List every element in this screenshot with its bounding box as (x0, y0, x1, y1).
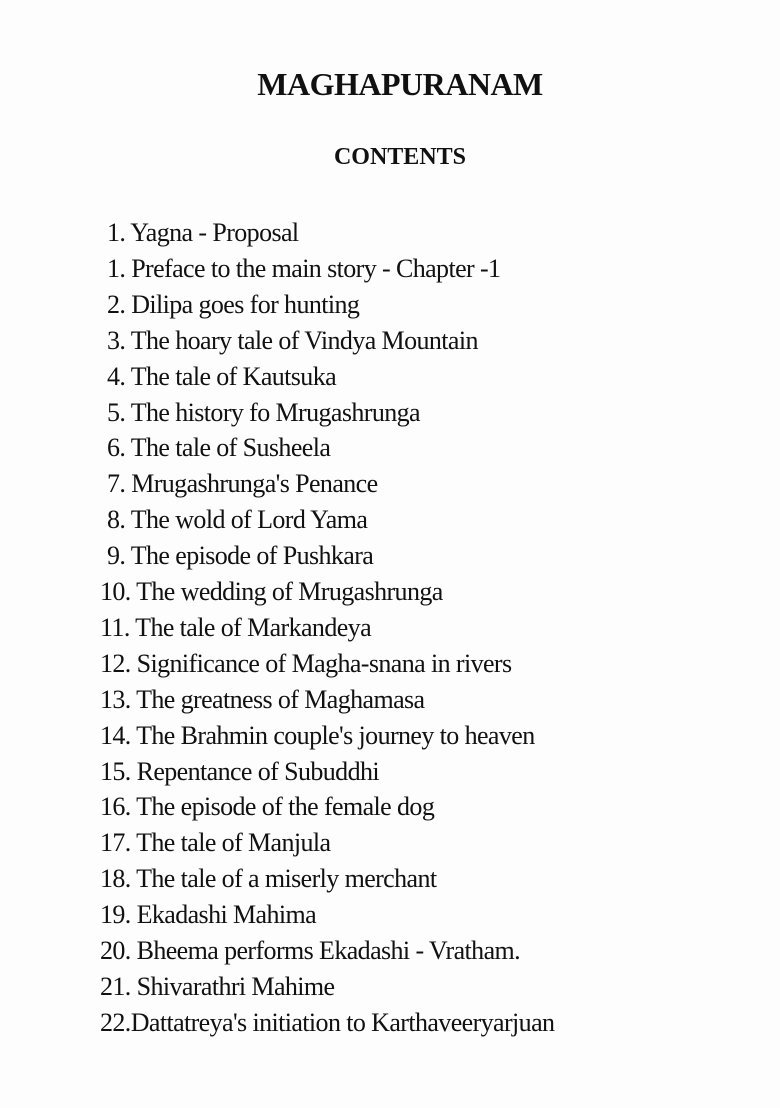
toc-entry: 18. The tale of a miserly merchant (100, 864, 437, 894)
toc-entry: 6. The tale of Susheela (107, 433, 331, 463)
toc-entry: 1. Preface to the main story - Chapter -1 (107, 253, 501, 283)
page-title: MAGHAPURANAM (257, 66, 543, 102)
toc-entry: 11. The tale of Markandeya (100, 612, 372, 642)
toc-entry: 2. Dilipa goes for hunting (107, 289, 360, 319)
toc-entry: 10. The wedding of Mrugashrunga (100, 577, 443, 606)
toc-entry: 7. Mrugashrunga's Penance (107, 469, 378, 499)
toc-entry: 19. Ekadashi Mahima (100, 900, 317, 930)
toc-entry: 13. The greatness of Maghamasa (100, 684, 425, 714)
toc-entry: 16. The episode of the female dog (100, 792, 435, 822)
toc-entry: 12. Significance of Magha-snana in rivers (100, 648, 512, 678)
contents-heading: CONTENTS (333, 144, 467, 170)
toc-entry: 9. The episode of Pushkara (107, 541, 374, 571)
toc-entry: 8. The wold of Lord Yama (107, 505, 368, 535)
toc-entry: 4. The tale of Kautsuka (107, 361, 337, 391)
toc-entry: 17. The tale of Manjula (100, 828, 331, 858)
toc-entry: 22.Dattatreya's initiation to Karthaveeryarjuan (100, 1007, 555, 1037)
toc-entry: 20. Bheema performs Ekadashi - Vratham. (100, 936, 521, 965)
toc-entry: 3. The hoary tale of Vindya Mountain (107, 325, 478, 355)
toc-entry: 5. The history fo Mrugashrunga (107, 397, 420, 427)
toc-entry: 21. Shivarathri Mahime (100, 971, 335, 1001)
toc-entry: 14. The Brahmin couple's journey to heaven (100, 720, 535, 750)
toc-entry: 1. Yagna - Proposal (107, 218, 299, 247)
toc-entry: 15. Repentance of Subuddhi (100, 756, 380, 786)
